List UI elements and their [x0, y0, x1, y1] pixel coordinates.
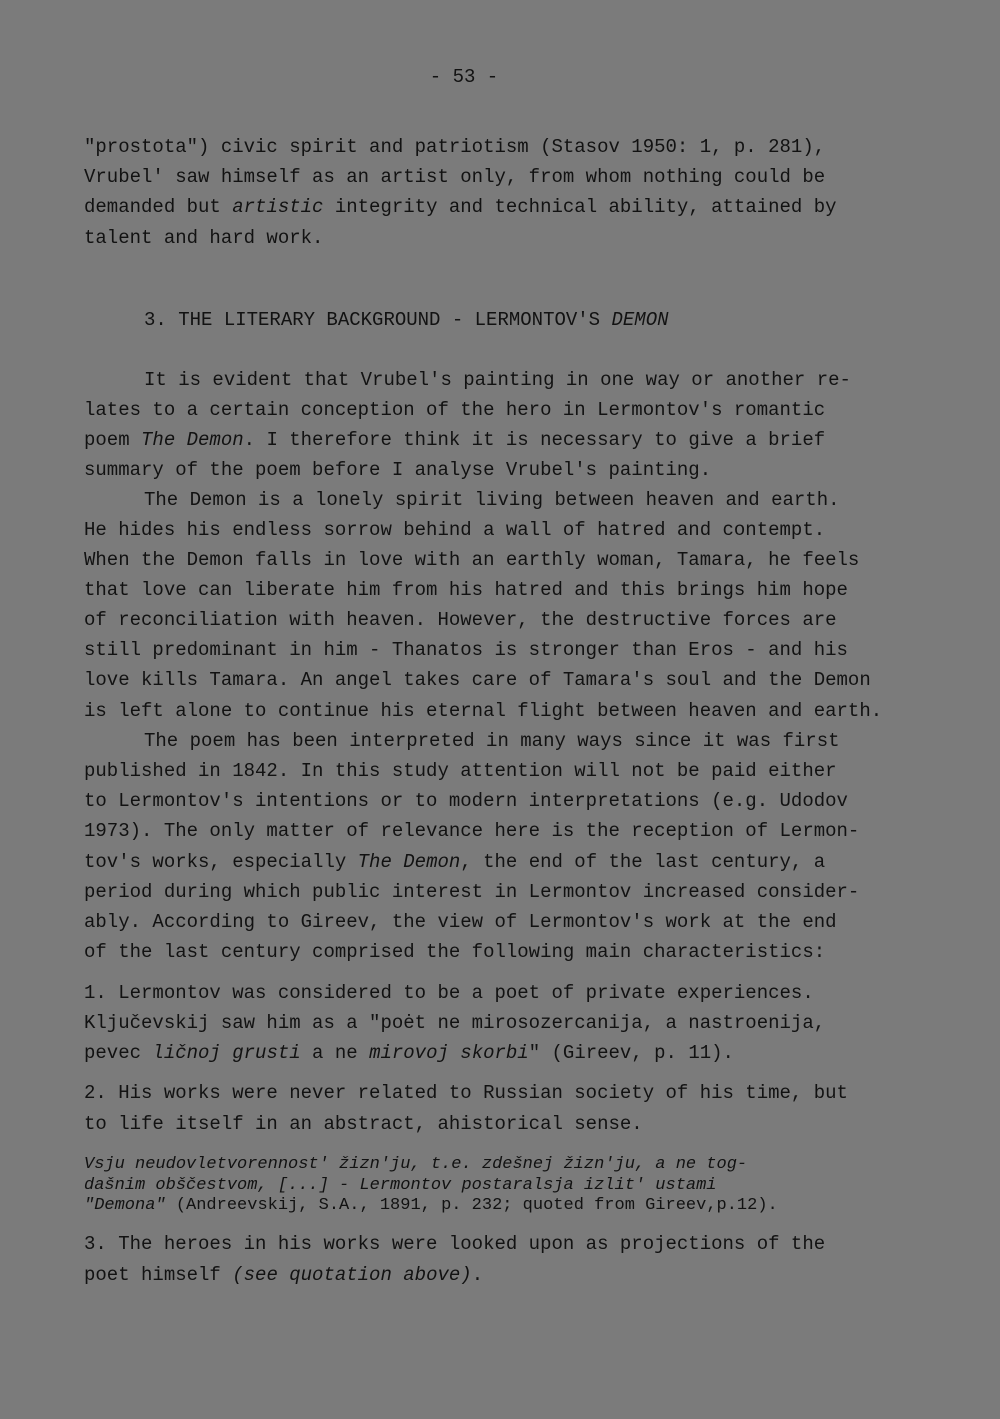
text-line: published in 1842. In this study attention will not be paid either — [84, 760, 837, 782]
text-line: "prostota") civic spirit and patriotism (Stasov 1950: 1, p. 281), — [84, 136, 826, 158]
italic-text: "Demona" — [84, 1196, 166, 1215]
text-line: "Demona" (Andreevskij, S.A., 1891, p. 232; quoted from Gireev,p.12). — [84, 1196, 778, 1215]
italic-text: DEMON — [611, 309, 669, 331]
text-line: The Demon is a lonely spirit living between heaven and earth. — [144, 489, 840, 511]
text-line: to Lermontov's intentions or to modern interpretations (e.g. Udodov — [84, 790, 848, 812]
text-line: 1973). The only matter of relevance here is the reception of Lermon- — [84, 820, 860, 842]
italic-text: mirovoj skorbi — [369, 1042, 529, 1064]
italic-text: ličnoj grusti — [152, 1042, 301, 1064]
text-line: still predominant in him - Thanatos is stronger than Eros - and his — [84, 639, 848, 661]
italic-text: Vsju neudovletvorennost' žizn'ju, t.e. zdešnej žizn'ju, a ne tog- — [84, 1155, 748, 1174]
text-line: When the Demon falls in love with an earthly woman, Tamara, he feels — [84, 549, 860, 571]
text-line: Vrubel' saw himself as an artist only, from whom nothing could be — [84, 166, 826, 188]
text-line — [84, 1177, 717, 1194]
text-line: period during which public interest in Lermontov increased consider- — [84, 881, 860, 903]
text-line: is left alone to continue his eternal flight between heaven and earth. — [84, 700, 883, 722]
text-line: pevec ličnoj grusti a ne mirovoj skorbi" (Gireev, p. 11). — [84, 1042, 734, 1064]
italic-text: dašnim obščestvom, [...] - Lermontov postaralsja izlit' ustami — [84, 1176, 717, 1195]
text-line: tov's works, especially The Demon, the end of the last century, a — [84, 851, 826, 873]
text-line: The poem has been interpreted in many ways since it was first — [144, 730, 840, 752]
text-line: 3. THE LITERARY BACKGROUND - LERMONTOV'S DEMON — [144, 309, 669, 331]
italic-text: The Demon — [357, 851, 461, 873]
document-page — [84, 0, 934, 1419]
text-line: 2. His works were never related to Russian society of his time, but — [84, 1082, 848, 1104]
text-line: Ključevskij saw him as a "poėt ne mirosozercanija, a nastroenija, — [84, 1012, 826, 1034]
text-line: poem The Demon. I therefore think it is necessary to give a brief — [84, 429, 826, 451]
text-line: that love can liberate him from his hatred and this brings him hope — [84, 579, 848, 601]
italic-text: The Demon — [141, 429, 244, 451]
italic-text: (see quotation above) — [232, 1264, 472, 1286]
text-line: ably. According to Gireev, the view of Lermontov's work at the end — [84, 911, 837, 933]
text-line: lates to a certain conception of the hero in Lermontov's romantic — [84, 399, 826, 421]
text-line: poet himself (see quotation above). — [84, 1264, 484, 1286]
text-line: of reconciliation with heaven. However, the destructive forces are — [84, 609, 837, 631]
text-line: He hides his endless sorrow behind a wall of hatred and contempt. — [84, 519, 826, 541]
text-line: love kills Tamara. An angel takes care of Tamara's soul and the Demon — [84, 669, 871, 691]
text-line: 3. The heroes in his works were looked upon as projections of the — [84, 1233, 826, 1255]
text-line: demanded but artistic integrity and technical ability, attained by — [84, 196, 837, 218]
text-line: to life itself in an abstract, ahistorical sense. — [84, 1113, 643, 1135]
text-line: summary of the poem before I analyse Vrubel's painting. — [84, 459, 712, 481]
text-line — [84, 1156, 747, 1173]
text-line: of the last century comprised the following main characteristics: — [84, 941, 826, 963]
italic-text: artistic — [232, 196, 324, 218]
text-line: It is evident that Vrubel's painting in one way or another re- — [144, 369, 851, 391]
text-line: 1. Lermontov was considered to be a poet of private experiences. — [84, 982, 814, 1004]
page-number: - 53 - — [429, 66, 499, 88]
text-line: talent and hard work. — [84, 227, 324, 249]
